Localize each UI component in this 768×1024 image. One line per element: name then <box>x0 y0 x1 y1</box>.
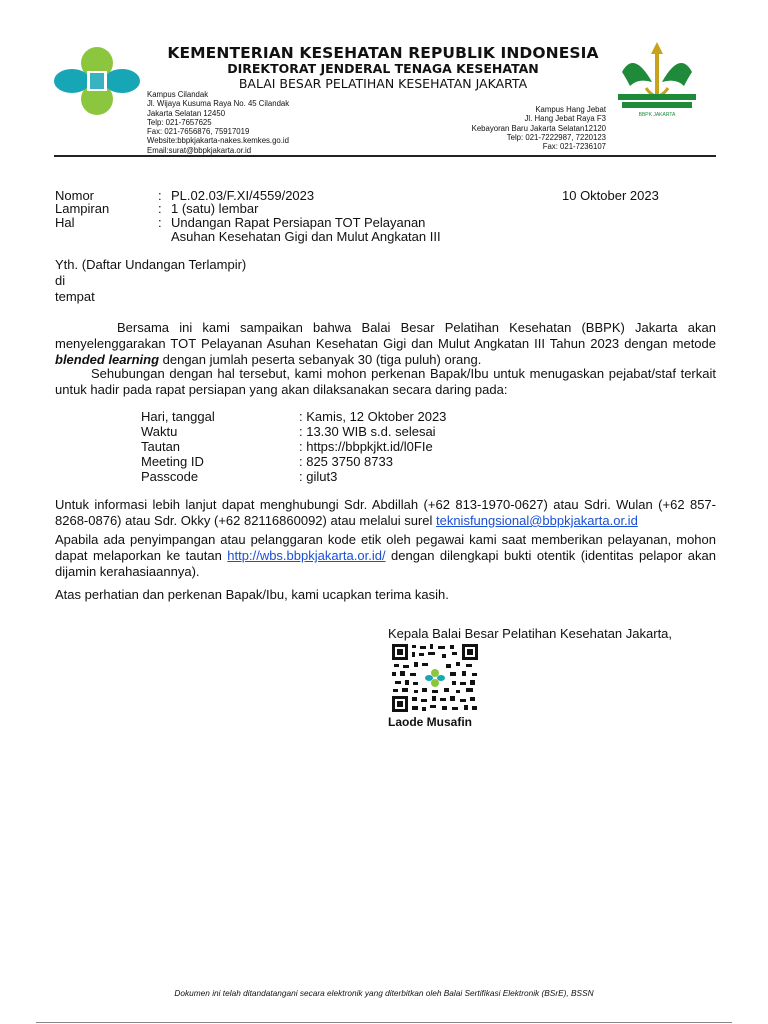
institution-name: BALAI BESAR PELATIHAN KESEHATAN JAKARTA <box>238 76 528 91</box>
detail-value-link: : https://bbpkjkt.id/l0FIe <box>299 439 433 454</box>
detail-label-meeting-id: Meeting ID <box>141 454 204 469</box>
esign-footer-note: Dokumen ini telah ditandatangani secara elektronik yang diterbitkan oleh Balai Sertifikasi Elektronik (BSrE), BSSN <box>174 988 594 998</box>
bbpk-emblem <box>616 42 698 118</box>
header-divider <box>54 155 716 157</box>
detail-label-time: Waktu <box>141 424 178 439</box>
detail-label-link: Tautan <box>141 439 181 454</box>
signature-qr-code <box>392 644 478 712</box>
paragraph-contact: Untuk informasi lebih lanjut dapat menghubungi Sdr. Abdillah (+62 813-1970-0627) atau Sdri. Wulan (+62 857-8268-0876) atau Sdr. Okky (+62 82116860092) atau melalui surel teknisfungsional@bbpkjakarta.or.id <box>55 497 716 528</box>
signer-name: Laode Musafin <box>388 715 473 729</box>
address-hang-jebat: Kampus Hang Jebat Jl. Hang Jebat Raya F3 Kebayoran Baru Jakarta Selatan12120 Telp: 021-7222987, 7220123 Fax: 021-7236107 <box>471 105 606 152</box>
detail-value-time: : 13.30 WIB s.d. selesai <box>299 424 436 439</box>
detail-value-date: : Kamis, 12 Oktober 2023 <box>299 409 447 424</box>
meta-label-lampiran: Lampiran <box>55 201 110 216</box>
addressee: Yth. (Daftar Undangan Terlampir) di tempat <box>55 257 247 304</box>
wbs-link[interactable]: http://wbs.bbpkjakarta.or.id/ <box>227 548 386 563</box>
ministry-name: KEMENTERIAN KESEHATAN REPUBLIK INDONESIA <box>167 44 599 62</box>
paragraph-intro: Bersama ini kami sampaikan bahwa Balai Besar Pelatihan Kesehatan (BBPK) Jakarta akan menyelenggarakan TOT Pelayanan Asuhan Kesehatan Gigi dan Mulut Angkatan III Tahun 2023 dengan metode blended learning dengan jumlah peserta sebanyak 30 (tiga puluh) orang. <box>55 320 716 367</box>
footer-divider <box>36 1022 732 1023</box>
detail-label-date: Hari, tanggal <box>141 409 215 424</box>
signer-title: Kepala Balai Besar Pelatihan Kesehatan Jakarta, <box>388 626 673 641</box>
letter-date: 10 Oktober 2023 <box>562 188 659 203</box>
kemenkes-logo <box>54 43 140 119</box>
paragraph-closing: Atas perhatian dan perkenan Bapak/Ibu, kami ucapkan terima kasih. <box>55 587 449 602</box>
meta-colon: : <box>158 215 162 230</box>
meta-colon: : <box>158 201 162 216</box>
meta-label-hal: Hal <box>55 215 75 230</box>
detail-value-meeting-id: : 825 3750 8733 <box>299 454 393 469</box>
meta-colon: : <box>158 188 162 203</box>
meta-value-lampiran: 1 (satu) lembar <box>171 201 259 216</box>
emblem-caption: BBPK JAKARTA <box>638 112 676 118</box>
detail-label-passcode: Passcode <box>141 469 199 484</box>
meta-value-hal: Undangan Rapat Persiapan TOT Pelayanan <box>171 215 426 230</box>
meta-value-hal-line2: Asuhan Kesehatan Gigi dan Mulut Angkatan III <box>171 229 441 244</box>
directorate-name: DIREKTORAT JENDERAL TENAGA KESEHATAN <box>227 61 539 76</box>
paragraph-request: Sehubungan dengan hal tersebut, kami mohon perkenan Bapak/Ibu untuk menugaskan pejabat/staf terkait untuk hadir pada rapat persiapan yang akan dilaksanakan secara daring pada: <box>55 366 716 397</box>
meta-label-nomor: Nomor <box>55 188 95 203</box>
paragraph-report: Apabila ada penyimpangan atau pelanggaran kode etik oleh pegawai kami saat memberikan pelayanan, mohon dapat melaporkan ke tautan http://wbs.bbpkjakarta.or.id/ dengan dilengkapi bukti otentik (identitas pelapor akan dijamin kerahasiaannya). <box>55 532 716 579</box>
email-link[interactable]: teknisfungsional@bbpkjakarta.or.id <box>435 513 638 528</box>
address-cilandak: Kampus Cilandak Jl. Wijaya Kusuma Raya No. 45 Cilandak Jakarta Selatan 12450 Telp: 021-7657625 Fax: 021-7656876, 75917019 Website:bbpkjakarta-nakes.kemkes.go.id Email:surat@bbpkjakarta.or.id <box>147 90 290 155</box>
emphasis-blended-learning: blended learning <box>55 352 160 367</box>
detail-value-passcode: : gilut3 <box>299 469 338 484</box>
meta-value-nomor: PL.02.03/F.XI/4559/2023 <box>171 188 315 203</box>
